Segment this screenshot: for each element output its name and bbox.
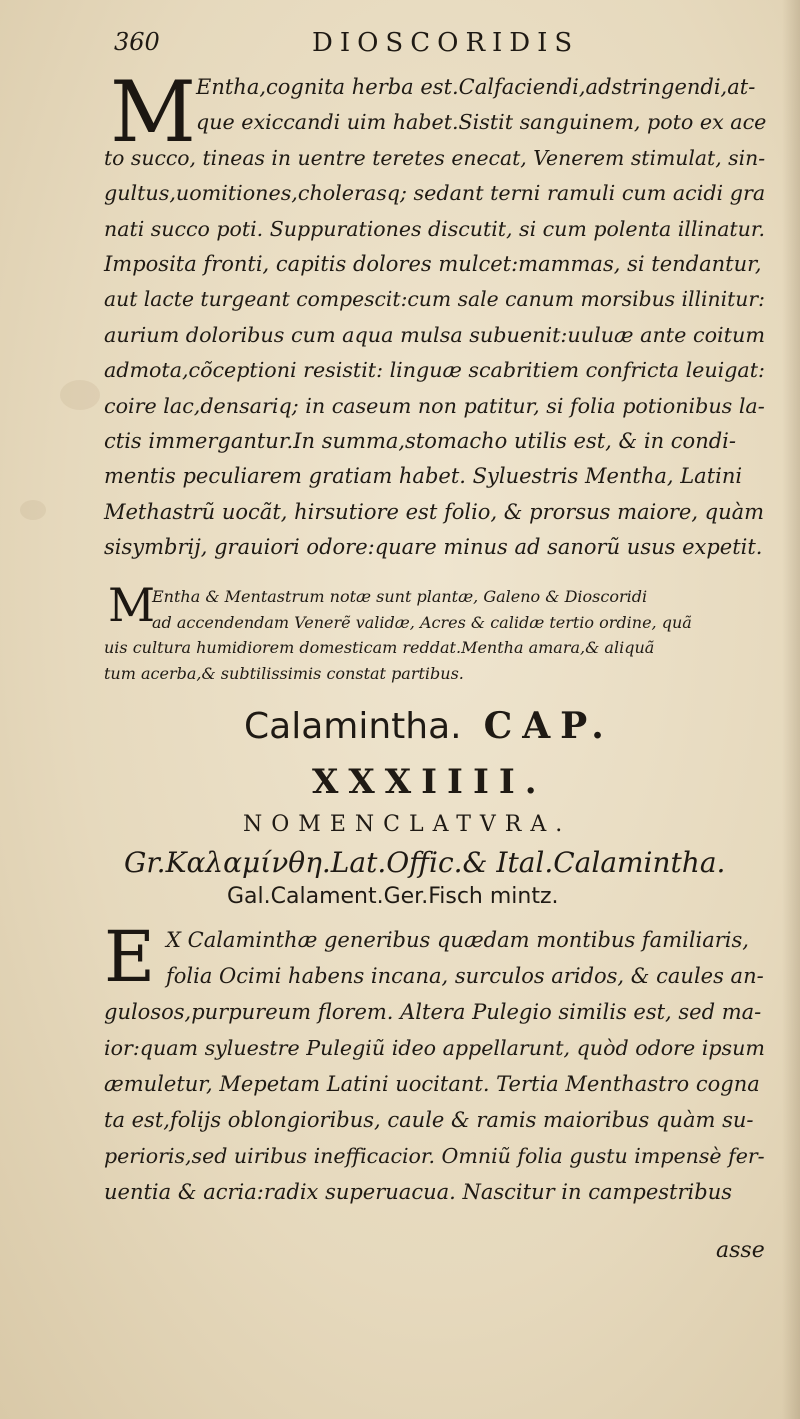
paper-stain [20,500,46,520]
text-line: uis cultura humidiorem domesticam reddat.Mentha amara,& aliquã [104,638,655,657]
text-line: coire lac,densariq; in caseum non patitur, si folia potionibus la- [104,393,765,418]
text-line: Methastrũ uocãt, hirsutiore est folio, & prorsus maiore, quàm [104,499,765,524]
text-line: nati succo poti. Suppurationes discutit, si cum polenta illinatur. [104,216,765,241]
nomenclature-names-2: Gal.Calament.Ger.Fisch mintz. [227,884,559,909]
calamintha-paragraph [104,916,772,1210]
text-line: gultus,uomitiones,cholerasq; sedant terni ramuli cum acidi gra [104,181,766,206]
text-line: aurium doloribus cum aqua mulsa subuenit:uuluæ ante coitum [104,322,765,347]
text-line: ctis immergantur.In summa,stomacho utilis est, & in condi- [104,429,736,454]
text-line: æmuletur, Mepetam Latini uocitant. Tertia Menthastro cogna [104,1072,760,1096]
dropcap-m-small: M [108,578,156,632]
text-line: aut lacte turgeant compescit:cum sale canum morsibus illinitur: [104,287,765,312]
text-line: to succo, tineas in uentre teretes enecat, Venerem stimulat, sin- [104,145,766,170]
text-line: perioris,sed uiribus inefficacior. Omniũ folia gustu impensè fer- [104,1144,765,1168]
catchword: asse [716,1238,765,1263]
text-line: Imposita fronti, capitis dolores mulcet:mammas, si tendantur, [104,252,762,277]
chapter-number: XXXIIII. [312,762,547,802]
nomenclature-names-1: Gr.Καλαμίνθη.Lat.Offic.& Ital.Calamintha. [124,846,726,879]
text-line: ta est,folijs oblongioribus, caule & ramis maioribus quàm su- [104,1108,754,1132]
chapter-title [244,705,614,747]
text-line: tum acerba,& subtilissimis constat partibus. [104,663,464,683]
text-line: folia Ocimi habens incana, surculos aridos, & caules an- [166,964,764,988]
text-line: Entha & Mentastrum notæ sunt plantæ, Galeno & Dioscoridi [152,587,648,606]
page-edge-shadow [782,0,800,1419]
chapter-name: Calamintha. [244,706,462,747]
dropcap-m: M [110,63,197,161]
text-line: ad accendendam Venerẽ validæ, Acres & calidæ tertio ordine, quã [152,612,692,632]
text-line: Entha,cognita herba est.Calfaciendi,adstringendi,at- [196,75,756,99]
mentha-paragraph [104,63,772,566]
nomenclatura-heading: NOMENCLATVRA. [243,812,572,837]
dropcap-e: E [104,916,156,998]
page-number: 360 [114,28,160,56]
chapter-cap-label: CAP. [483,705,614,747]
running-title: DIOSCORIDIS [312,28,580,58]
text-line: gulosos,purpureum florem. Altera Pulegio similis est, sed ma- [104,1000,762,1024]
text-line: mentis peculiarem gratiam habet. Syluestris Mentha, Latini [104,464,743,489]
paper-stain [60,380,100,410]
text-line: uentia & acria:radix superuacua. Nascitur in campestribus [104,1180,733,1204]
annotation-paragraph [104,578,772,686]
text-line: sisymbrij, grauiori odore:quare minus ad sanorũ usus expetit. [104,535,763,560]
text-line: ior:quam syluestre Pulegiũ ideo appellarunt, quòd odore ipsum [104,1036,765,1060]
text-line: admota,cõceptioni resistit: linguæ scabritiem confricta leuigat: [104,358,765,383]
text-line: que exiccandi uim habet.Sistit sanguinem, poto ex ace [196,110,767,135]
text-line: X Calaminthæ generibus quædam montibus familiaris, [166,928,749,952]
page-header [80,26,740,66]
